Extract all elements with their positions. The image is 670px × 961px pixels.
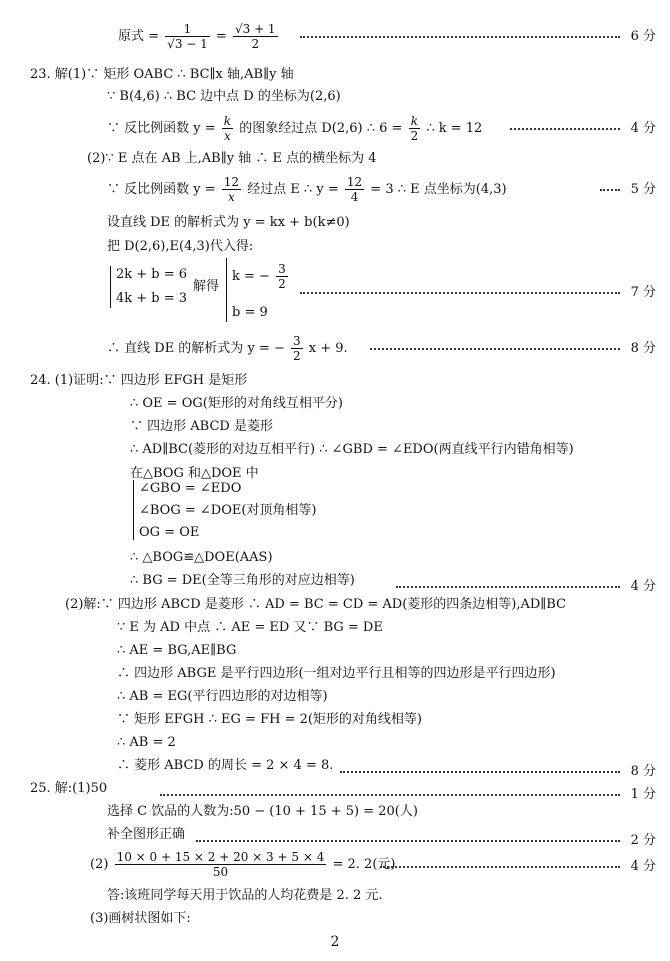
q24-line: ∴ △BOG≌△DOE(AAS) <box>130 550 273 565</box>
fraction-denominator: x <box>228 190 235 204</box>
fraction-denominator: 50 <box>212 865 229 879</box>
q24-line: ∴ AB = EG(平行四边形的对边相等) <box>117 689 328 704</box>
fraction-numerator: k <box>409 114 421 129</box>
fraction <box>165 22 210 51</box>
equals-sign: = <box>215 29 227 44</box>
q25-line: 选择 C 饮品的人数为:50 − (10 + 15 + 5) = 20(人) <box>107 804 418 819</box>
q25-heading: 25. 解:(1)50 <box>30 781 108 796</box>
fraction-denominator: 2 <box>410 129 419 143</box>
fraction-denominator: 2 <box>278 277 286 291</box>
q25-line: 补全图形正确 <box>107 827 186 842</box>
solve-label: 解得 <box>193 279 220 294</box>
dot-leader <box>300 36 620 38</box>
equation: 4k + b = 3 <box>116 291 188 306</box>
text: k = − <box>232 269 270 284</box>
q24-line: ∴ OE = OG(矩形的对角线互相平分) <box>130 396 343 411</box>
dot-leader <box>196 840 620 842</box>
score-label: 5 分 <box>630 182 656 197</box>
equation: b = 9 <box>232 305 268 320</box>
score-label: 4 分 <box>630 579 656 594</box>
fraction <box>222 114 233 143</box>
score-label: 6 分 <box>630 29 656 44</box>
q24-line: ∵ 矩形 EFGH ∴ EG = FH = 2(矩形的对角线相等) <box>117 712 422 727</box>
text: ∵ 反比例函数 y = <box>107 182 216 197</box>
fraction-denominator: 2 <box>292 349 301 363</box>
dot-leader <box>600 189 620 191</box>
fraction-numerator: 12 <box>223 175 240 189</box>
score-label: 8 分 <box>630 341 656 356</box>
fraction-numerator: 1 <box>165 22 210 37</box>
expr-original <box>118 22 280 51</box>
dot-leader <box>340 771 620 773</box>
fraction-denominator: √3 − 1 <box>167 37 208 51</box>
dot-leader <box>510 128 620 130</box>
equation <box>232 262 290 291</box>
text: 的图象经过点 D(2,6) ∴ 6 = <box>239 121 403 136</box>
q25-line <box>90 850 395 879</box>
fraction-numerator: 3 <box>278 262 286 276</box>
q25-line: (3)画树状图如下: <box>90 911 191 926</box>
q24-line: ∴ AB = 2 <box>117 735 176 750</box>
expr-label: 原式 = <box>118 29 160 44</box>
brace <box>226 258 227 322</box>
q24-line: ∴ AD∥BC(菱形的对边互相平行) ∴ ∠GBD = ∠EDO(两直线平行内错角相等) <box>130 442 574 457</box>
q24-line: 在△BOG 和△DOE 中 <box>130 466 259 481</box>
q24-line: ∴ 菱形 ABCD 的周长 = 2 × 4 = 8. <box>117 758 334 773</box>
fraction-denominator: x <box>224 129 231 143</box>
page-number: 2 <box>330 934 340 950</box>
dot-leader <box>396 586 620 588</box>
fraction <box>409 114 421 143</box>
q24-line: ∴ 四边形 ABGE 是平行四边形(一组对边平行且相等的四边形是平行四边形) <box>117 666 556 681</box>
q25-line: 答:该班同学每天用于饮品的人均花费是 2. 2 元. <box>107 888 383 903</box>
text: ∴ 直线 DE 的解析式为 y = − <box>107 341 285 356</box>
text: 经过点 E ∴ y = <box>247 182 339 197</box>
fraction <box>291 334 303 363</box>
q24-line: OG = OE <box>139 525 200 540</box>
fraction-denominator: 2 <box>251 37 260 51</box>
q23-line: (2)∵ E 点在 AB 上,AB∥y 轴 ∴ E 点的横坐标为 4 <box>87 151 377 166</box>
fraction-numerator: k <box>223 114 232 128</box>
dot-leader <box>380 866 620 868</box>
fraction-numerator: √3 + 1 <box>234 22 276 36</box>
fraction-numerator: 3 <box>292 334 301 348</box>
q24-line: ∴ BG = DE(全等三角形的对应边相等) <box>130 573 355 588</box>
dot-leader <box>160 794 620 796</box>
text: ∴ k = 12 <box>426 121 483 136</box>
text: = 2. 2(元) <box>332 857 396 872</box>
q23-line: 把 D(2,6),E(4,3)代入得: <box>107 239 254 254</box>
q24-line: ∠BOG = ∠DOE(对顶角相等) <box>139 503 317 518</box>
q24-line: ∠GBO = ∠EDO <box>139 481 242 496</box>
fraction-numerator: 12 <box>346 175 363 189</box>
q24-line: (2)解:∵ 四边形 ABCD 是菱形 ∴ AD = BC = CD = AD(菱形的四条边相等),AD∥BC <box>65 597 567 612</box>
fraction <box>233 22 278 51</box>
equation: 2k + b = 6 <box>116 267 188 282</box>
q23-line: 设直线 DE 的解析式为 y = kx + b(k≠0) <box>107 215 350 230</box>
fraction-numerator: 10 × 0 + 15 × 2 + 20 × 3 + 5 × 4 <box>116 850 325 864</box>
q24-heading: 24. (1)证明:∵ 四边形 EFGH 是矩形 <box>30 373 248 388</box>
q23-line: ∵ B(4,6) ∴ BC 边中点 D 的坐标为(2,6) <box>107 89 341 104</box>
text: ∵ 反比例函数 y = <box>107 121 216 136</box>
q23-line <box>107 114 482 143</box>
dot-leader <box>300 292 620 294</box>
score-label: 2 分 <box>630 833 656 848</box>
q24-line: ∵ 四边形 ABCD 是菱形 <box>130 419 273 434</box>
fraction <box>222 175 241 204</box>
score-label: 4 分 <box>630 121 656 136</box>
score-label: 7 分 <box>630 285 656 300</box>
text: (2) <box>90 857 109 872</box>
q24-line: ∴ AE = BG,AE∥BG <box>117 643 237 658</box>
q24-line: ∵ E 为 AD 中点 ∴ AE = ED 又∵ BG = DE <box>117 620 383 635</box>
brace <box>110 266 111 308</box>
text: = 3 ∴ E 点坐标为(4,3) <box>370 182 507 197</box>
score-label: 1 分 <box>630 787 656 802</box>
text: x + 9. <box>308 341 348 356</box>
score-label: 8 分 <box>630 764 656 779</box>
dot-leader <box>370 348 620 350</box>
fraction <box>115 850 327 879</box>
q23-heading: 23. 解(1)∵ 矩形 OABC ∴ BC∥x 轴,AB∥y 轴 <box>30 67 294 82</box>
brace <box>133 480 134 540</box>
fraction-denominator: 4 <box>350 190 359 204</box>
score-label: 4 分 <box>630 859 656 874</box>
fraction <box>276 262 288 291</box>
fraction <box>345 175 364 204</box>
q23-line <box>107 175 507 204</box>
q23-line <box>107 334 348 363</box>
